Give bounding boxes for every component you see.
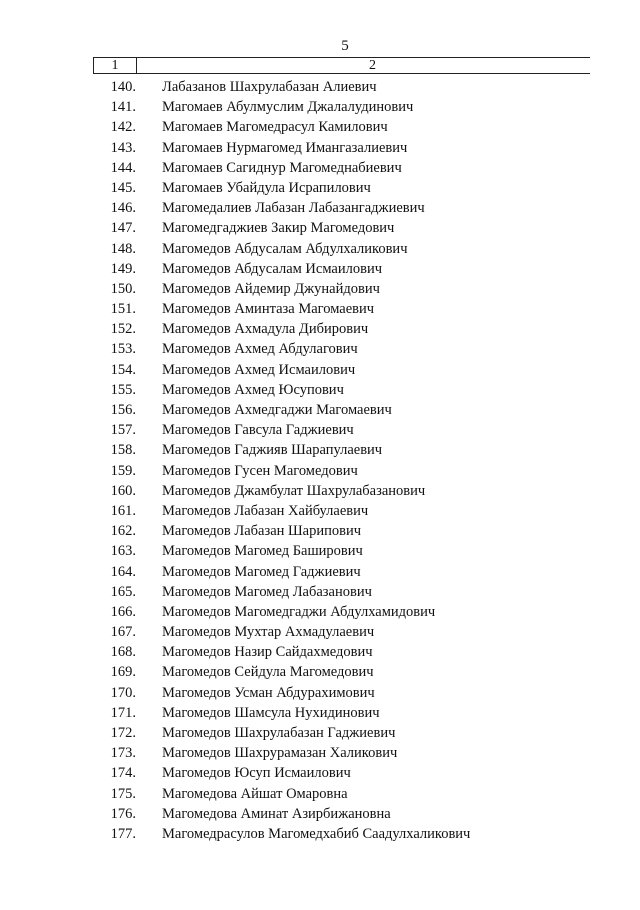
person-name: Магомедов Гаджияв Шарапулаевич [162,442,383,459]
person-name: Магомедов Абдусалам Абдулхаликович [162,240,408,257]
header-col-2: 2 [369,58,376,73]
row-number: 167. [110,624,136,641]
list-item [0,784,640,804]
list-item [0,239,640,259]
list-item [0,683,640,703]
person-name: Магомедгаджиев Закир Магомедович [162,220,395,237]
person-name: Магомаев Абулмуслим Джалалудинович [162,99,414,116]
list-item [0,97,640,117]
page-number: 5 [341,38,349,54]
list-item [0,602,640,622]
row-number: 142. [110,119,136,136]
person-name: Магомедова Айшат Омаровна [162,785,348,802]
list-item [0,158,640,178]
person-name: Магомедалиев Лабазан Лабазангаджиевич [162,200,425,217]
row-number: 172. [110,725,136,741]
list-item [0,804,640,824]
person-name: Магомедов Назир Сайдахмедович [162,644,373,661]
row-number: 164. [110,563,136,580]
row-number: 173. [110,745,136,762]
row-number: 143. [110,139,136,156]
person-name: Магомедов Ахмед Юсупович [162,381,344,398]
list-item [0,461,640,481]
person-name: Магомедов Магомед Лабазанович [162,583,372,600]
row-number: 155. [110,381,136,398]
row-number: 150. [110,280,136,297]
row-number: 158. [110,442,136,459]
list-item [0,824,640,844]
row-number: 153. [110,341,136,358]
list-item [0,622,640,642]
person-name: Магомедов Шахрулабазан Гаджиевич [162,725,396,741]
row-number: 169. [110,664,136,681]
list-item [0,117,640,137]
list-item [0,440,640,460]
person-name: Магомедов Ахмед Абдулагович [162,341,358,358]
row-number: 149. [110,260,136,277]
list-item [0,198,640,218]
list-item [0,541,640,561]
person-name: Магомедов Гусен Магомедович [162,462,358,479]
person-name: Магомедов Ахмед Исмаилович [162,361,356,378]
row-number: 154. [110,361,136,378]
person-name: Магомаев Нурмагомед Имангазалиевич [162,139,408,156]
list-item [0,723,640,743]
row-number: 166. [110,603,136,620]
list-item [0,319,640,339]
row-number: 156. [110,402,136,418]
person-name: Магомедов Юсуп Исмаилович [162,765,351,782]
person-name: Магомедов Магомед Гаджиевич [162,563,361,580]
row-number: 177. [110,825,136,842]
list-item [0,77,640,97]
list-item [0,662,640,682]
list-item [0,259,640,279]
row-number: 140. [110,79,136,95]
list-item [0,501,640,521]
person-name: Магомедов Джамбулат Шахрулабазанович [162,482,426,499]
row-number: 159. [110,462,136,479]
list-item [0,339,640,359]
row-number: 171. [110,704,136,721]
row-number: 146. [110,200,136,217]
row-number: 162. [110,523,136,540]
person-name: Магомедов Шамсула Нухидинович [162,704,380,721]
row-number: 157. [110,422,136,439]
list-item [0,218,640,238]
row-number: 147. [110,220,136,237]
person-name: Магомедов Аминтаза Магомаевич [162,301,375,318]
person-name: Магомедов Абдусалам Исмаилович [162,260,382,277]
list-item [0,703,640,723]
header-col-1: 1 [93,58,137,73]
person-name: Магомедов Магомедгаджи Абдулхамидович [162,603,436,620]
person-name: Магомедов Лабазан Хайбулаевич [162,502,369,519]
person-name: Магомедов Усман Абдурахимович [162,684,375,701]
row-number: 174. [110,765,136,782]
row-number: 144. [110,159,136,176]
person-name: Магомаев Магомедрасул Камилович [162,119,388,136]
list-item [0,481,640,501]
list-item [0,279,640,299]
person-name: Магомедов Ахмедгаджи Магомаевич [162,402,392,418]
person-name: Магомаев Сагиднур Магомеднабиевич [162,159,402,176]
list-item [0,380,640,400]
person-name: Магомедов Мухтар Ахмадулаевич [162,624,375,641]
list-item [0,138,640,158]
row-number: 160. [110,482,136,499]
person-name: Магомедов Ахмадула Дибирович [162,321,369,338]
row-number: 165. [110,583,136,600]
row-number: 163. [110,543,136,560]
list-item [0,360,640,380]
list-item [0,562,640,582]
person-name: Магомаев Убайдула Исрапилович [162,179,371,196]
list-item [0,420,640,440]
person-name: Магомедов Шахрурамазан Халикович [162,745,398,762]
person-name: Магомедов Айдемир Джунайдович [162,280,380,297]
list-item [0,178,640,198]
row-number: 141. [110,99,136,116]
row-number: 148. [110,240,136,257]
list-item [0,400,640,420]
person-name: Магомедрасулов Магомедхабиб Саадулхаликович [162,825,471,842]
person-name: Лабазанов Шахрулабазан Алиевич [162,79,377,95]
list-item [0,582,640,602]
row-number: 151. [110,301,136,318]
person-name: Магомедов Гавсула Гаджиевич [162,422,354,439]
list-item [0,299,640,319]
list-item [0,763,640,783]
row-number: 176. [110,805,136,822]
list-item [0,743,640,763]
person-name: Магомедов Магомед Баширович [162,543,363,560]
row-number: 175. [110,785,136,802]
row-number: 168. [110,644,136,661]
list-item [0,521,640,541]
row-number: 145. [110,179,136,196]
person-name: Магомедова Аминат Азирбижановна [162,805,391,822]
name-list [0,77,640,844]
person-name: Магомедов Лабазан Шарипович [162,523,362,540]
list-item [0,642,640,662]
row-number: 152. [110,321,136,338]
person-name: Магомедов Сейдула Магомедович [162,664,374,681]
table-header [93,57,590,74]
row-number: 170. [110,684,136,701]
row-number: 161. [110,502,136,519]
